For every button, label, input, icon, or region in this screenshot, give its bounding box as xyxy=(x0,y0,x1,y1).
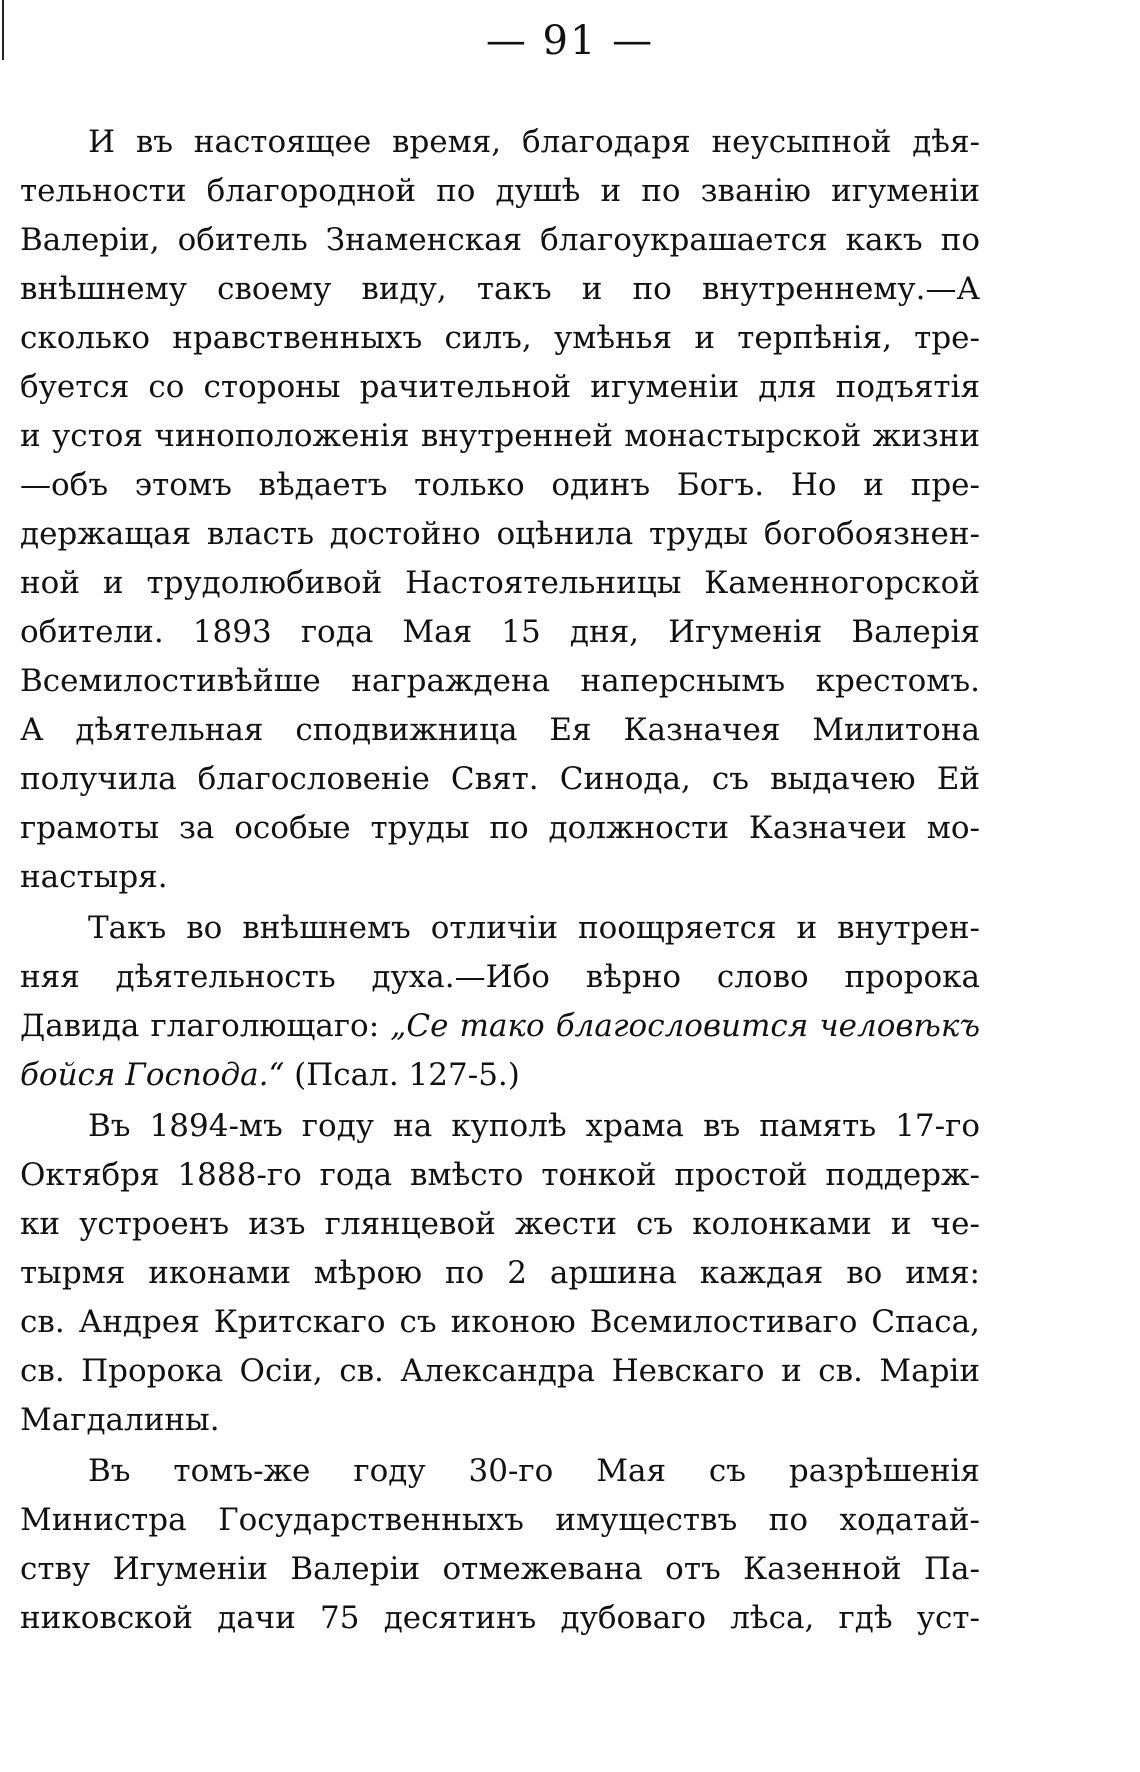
text-line: настыря. xyxy=(20,859,168,895)
scripture-quote-end: бойся Господа.“ xyxy=(20,1057,285,1093)
text-line: Министра Государственныхъ имуществъ по ходатай- xyxy=(20,1502,980,1538)
text-line: св. Пророка Осіи, св. Александра Невскаго и св. Маріи xyxy=(20,1353,980,1389)
text-line: и устоя чиноположенія внутренней монастырской жизни xyxy=(20,418,980,454)
text-line: св. Андрея Критскаго съ иконою Всемилостиваго Спаса, xyxy=(20,1304,980,1340)
text-line: Въ 1894-мъ году на куполѣ храма въ память 17-го xyxy=(88,1108,980,1144)
text-line: —объ этомъ вѣдаетъ только одинъ Богъ. Но и пре- xyxy=(20,467,980,503)
text-line: Такъ во внѣшнемъ отличіи поощряется и внутрен- xyxy=(88,910,980,946)
text-line xyxy=(20,1002,980,1051)
text-line: никовской дачи 75 десятинъ дубоваго лѣса, гдѣ уст- xyxy=(20,1600,980,1636)
text-line: Всемилостивѣйше награждена наперснымъ крестомъ. xyxy=(20,663,980,699)
paragraph-3 xyxy=(20,1102,980,1445)
page-number: — 91 — xyxy=(485,18,655,64)
text-line: тельности благородной по душѣ и по званію игуменіи xyxy=(20,173,980,209)
paragraph-1 xyxy=(20,118,980,902)
text-line: А дѣятельная сподвижница Ея Казначея Милитона xyxy=(20,712,980,748)
scripture-reference: (Псал. 127-5.) xyxy=(294,1057,520,1093)
text-line: ки устроенъ изъ глянцевой жести съ колонками и че- xyxy=(20,1206,980,1242)
text-line: получила благословеніе Свят. Синода, съ выдачею Ей xyxy=(20,761,980,797)
text-line: сколько нравственныхъ силъ, умѣнья и терпѣнія, тре- xyxy=(20,320,980,356)
text-line: обители. 1893 года Мая 15 дня, Игуменія Валерія xyxy=(20,614,980,650)
text-line: Октября 1888-го года вмѣсто тонкой простой поддерж- xyxy=(20,1157,980,1193)
paragraph-4 xyxy=(20,1447,980,1643)
text-line: няя дѣятельность духа.—Ибо вѣрно слово пророка xyxy=(20,959,980,995)
text-fragment: Давида глаголющаго: xyxy=(20,1008,380,1044)
text-line: Въ томъ-же году 30-го Мая съ разрѣшенія xyxy=(88,1453,980,1489)
text-line: держащая власть достойно оцѣнила труды богобоязнен- xyxy=(20,516,980,552)
text-line xyxy=(20,1051,980,1100)
text-line: И въ настоящее время, благодаря неусыпной дѣя- xyxy=(88,124,980,160)
scripture-quote: „Се тако благословится человѣкъ xyxy=(390,1008,980,1044)
text-line: Магдалины. xyxy=(20,1402,220,1438)
body-text xyxy=(20,118,980,1643)
text-line: Валеріи, обитель Знаменская благоукрашается какъ по xyxy=(20,222,980,258)
text-line: внѣшнему своему виду, такъ и по внутреннему.—А xyxy=(20,271,980,307)
text-line: ству Игуменіи Валеріи отмежевана отъ Казенной Па- xyxy=(20,1551,980,1587)
text-line: ной и трудолюбивой Настоятельницы Каменногорской xyxy=(20,565,980,601)
text-line: грамоты за особые труды по должности Казначеи мо- xyxy=(20,810,980,846)
text-line: буется со стороны рачительной игуменіи для подъятія xyxy=(20,369,980,405)
paragraph-2 xyxy=(20,904,980,1100)
text-line: тырмя иконами мѣрою по 2 аршина каждая во имя: xyxy=(20,1255,980,1291)
